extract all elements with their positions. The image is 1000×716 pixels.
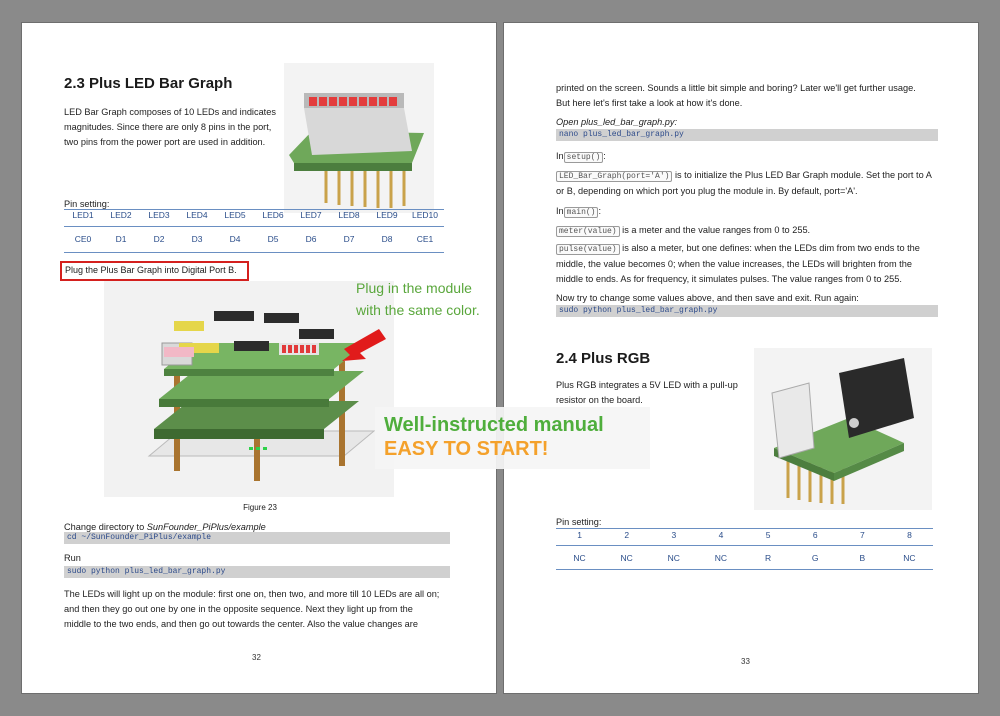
rgb-intro-line: Plus RGB integrates a 5V LED with a pull-up [556,380,738,390]
pin-value-cell: NC [620,553,633,563]
pin-table-mid-rule [556,545,933,546]
pin-table-bottom-rule [64,252,444,253]
in-label: In [556,206,564,216]
pin-header-cell: 5 [765,530,771,540]
pin-header-cell: LED1 [72,210,94,220]
pin-value-cell: D8 [381,234,393,244]
pin-header-cell: LED10 [412,210,438,220]
plug-note-line: with the same color. [356,302,480,318]
promo-banner [375,407,650,469]
pin-value-cell: CE1 [416,234,434,244]
pulse-line: is also a meter, but one defines: when the LEDs dim from two ends to the [619,243,920,253]
change-directory-prefix: Change directory to [64,522,147,532]
continued-line: printed on the screen. Sounds a little bit simple and boring? Later we'll get further usage. [556,83,916,93]
pin-setting-label: Pin setting: [64,199,110,209]
page-32 [21,22,497,694]
pin-header-row [556,530,933,540]
pin-table-top-rule [556,528,933,529]
run-command: sudo python plus_led_bar_graph.py [64,566,450,578]
pin-header-cell: 4 [718,530,724,540]
cd-command: cd ~/SunFounder_PiPlus/example [64,532,450,544]
in-setup-line: In setup() : [556,151,606,162]
pin-header-cell: 3 [671,530,677,540]
in-main-line: In main() : [556,206,602,217]
open-file-label [556,115,677,130]
pin-value-cell: D1 [115,234,127,244]
pin-header-cell: 1 [577,530,582,540]
pin-value-cell: D2 [153,234,165,244]
pin-header-cell: LED3 [148,210,170,220]
continued-line: But here let's first take a look at how it's done. [556,98,743,108]
intro-line: LED Bar Graph composes of 10 LEDs and indicates [64,107,276,117]
intro-line: magnitudes. Since there are only 8 pins in the port, [64,122,272,132]
pin-header-cell: LED4 [186,210,208,220]
section-title: 2.4 Plus RGB [556,350,651,367]
setup-code: setup() [564,152,604,163]
pin-header-cell: 7 [859,530,865,540]
pin-table-mid-rule [64,226,444,227]
figure-caption: Figure 23 [243,503,277,512]
continued-paragraph [556,81,946,111]
pin-header-cell: LED7 [300,210,322,220]
promo-line-1: Well-instructed manual [384,414,604,436]
body-line: middle to the two ends, and then go out towards the center. Also the value changes are [64,619,418,629]
rgb-intro-line: resistor on the board. [556,395,643,405]
change-directory-path: SunFounder_PiPlus/example [146,522,266,532]
pin-value-cell: CE0 [74,234,92,244]
meter-text: is a meter and the value ranges from 0 to 255. [619,225,811,235]
open-file-text: Open plus_led_bar_graph.py: [556,117,678,127]
pin-value-cell: D3 [191,234,203,244]
pin-value-cell: D4 [229,234,241,244]
pulse-code: pulse(value) [556,244,620,255]
pin-value-cell: NC [903,553,916,563]
plug-instruction-highlight: Plug the Plus Bar Graph into Digital Port B. [60,261,249,281]
pin-header-cell: LED2 [110,210,132,220]
body-paragraph [64,587,454,632]
intro-paragraph [64,105,314,150]
led-init-line: is to initialize the Plus LED Bar Graph module. Set the port to A [672,170,932,180]
plug-note [356,277,480,321]
led-init-code: LED_Bar_Graph(port='A') [556,171,672,182]
intro-line: two pins from the power port are used in addition. [64,137,266,147]
meter-line [556,223,810,239]
pin-value-cell: G [811,553,819,563]
page-number: 32 [252,653,261,662]
body-line: The LEDs will light up on the module: first one on, then two, and more till 10 LEDs are all on; [64,589,440,599]
rgb-intro-paragraph [556,378,766,408]
led-init-line: or B, depending on which port you plug the module in. By default, port='A'. [556,186,858,196]
pin-setting-label: Pin setting: [556,517,602,527]
pin-table-bottom-rule [556,569,933,570]
main-code: main() [564,207,599,218]
pulse-line: middle to ends. As for frequency, it simulates pulses. The value ranges from 0 to 255. [556,274,902,284]
pin-header-cell: LED5 [224,210,246,220]
promo-line-2: EASY TO START! [384,438,549,460]
pin-value-cell: NC [714,553,728,563]
page-33 [503,22,979,694]
pin-header-cell: LED6 [262,210,284,220]
pin-value-cell: NC [573,553,586,563]
rgb-module-image [754,348,932,510]
page-number: 33 [741,657,750,666]
try-again-text: Now try to change some values above, and then save and exit. Run again: [556,293,859,303]
in-label: In [556,151,564,161]
run-again-command: sudo python plus_led_bar_graph.py [556,305,938,317]
nano-command: nano plus_led_bar_graph.py [556,129,938,141]
pin-header-cell: 6 [812,530,818,540]
body-line: and then they go out one by one in the opposite sequence. Next they light up from the [64,604,413,614]
pin-value-row [64,234,444,244]
plug-note-line: Plug in the module [356,280,472,296]
section-title: 2.3 Plus LED Bar Graph [64,75,233,92]
pin-header-cell: LED9 [376,210,398,220]
pin-header-cell: LED8 [338,210,360,220]
pin-value-cell: D7 [343,234,355,244]
assembled-modules-image [104,281,394,497]
pulse-paragraph [556,241,941,287]
meter-code: meter(value) [556,226,620,237]
pin-value-cell: D6 [305,234,317,244]
pin-header-row [64,210,444,220]
pin-value-cell: D5 [267,234,279,244]
led-init-paragraph [556,168,941,199]
run-label: Run [64,553,81,563]
pin-header-cell: 8 [907,530,912,540]
pin-value-cell: R [764,553,772,563]
pin-value-cell: B [859,553,866,563]
pin-value-cell: NC [667,553,680,563]
pin-value-row [556,553,933,563]
pin-header-cell: 2 [624,530,630,540]
pulse-line: middle, the value becomes 0; when the value increases, the LEDs will brighten from the [556,259,912,269]
led-bar-graph-module-image [284,63,434,213]
